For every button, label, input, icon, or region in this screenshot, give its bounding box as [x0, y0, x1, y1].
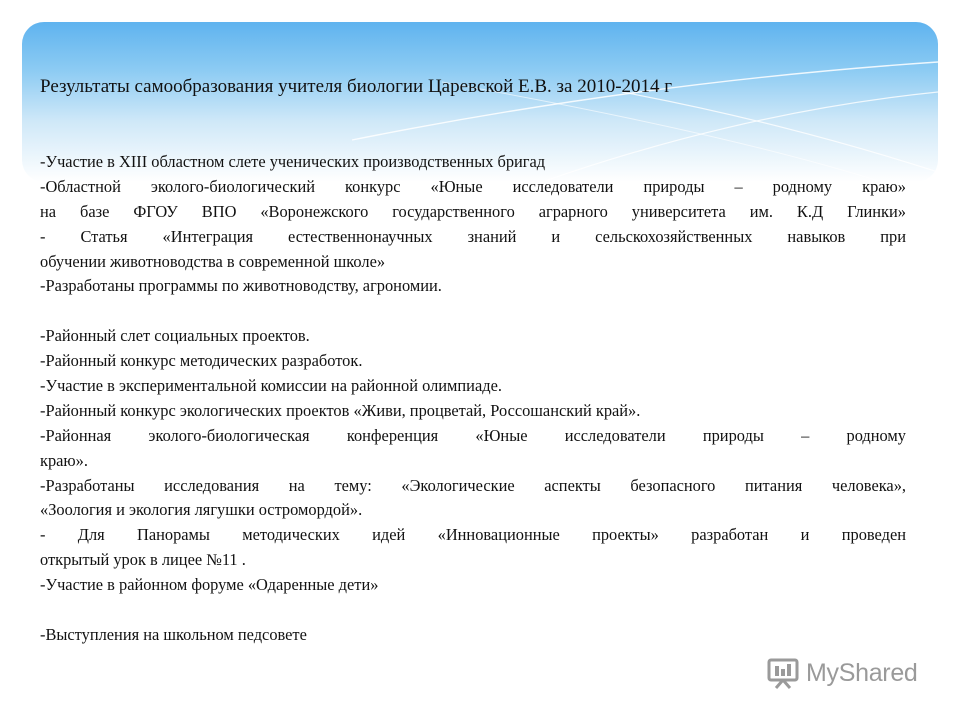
body-line: -Выступления на школьном педсовете: [40, 624, 307, 644]
body-line: -Районный конкурс методических разработок.: [40, 351, 363, 371]
body-line: обучении животноводства в современной школе»: [40, 251, 386, 271]
watermark-logo: [766, 656, 918, 690]
blank-line: [40, 598, 906, 623]
presentation-board-icon: [766, 656, 800, 690]
body-line: -Участие в районном форуме «Одаренные дети»: [40, 575, 379, 595]
body-line: -Районный конкурс экологических проектов «Живи, процветай, Россошанский край».: [40, 400, 641, 420]
body-line: -Районный слет социальных проектов.: [40, 326, 310, 346]
blank-line: [40, 299, 906, 324]
body-line: -Областной эколого-биологический конкурс «Юные исследователи природы – родному краю»: [40, 176, 906, 196]
body-line: - Статья «Интеграция естественнонаучных знаний и сельскохозяйственных навыков при: [40, 226, 906, 246]
body-line: -Участие в экспериментальной комиссии на районной олимпиаде.: [40, 376, 502, 396]
body-line: -Районная эколого-биологическая конференция «Юные исследователи природы – родному: [40, 425, 906, 445]
slide-body: [40, 150, 906, 648]
body-line: на базе ФГОУ ВПО «Воронежского государственного аграрного университета им. К.Д Глинки»: [40, 201, 906, 221]
body-line: -Разработаны исследования на тему: «Экологические аспекты безопасного питания человека»,: [40, 475, 906, 495]
body-line: краю».: [40, 450, 88, 470]
body-line: -Разработаны программы по животноводству, агрономии.: [40, 276, 442, 296]
body-line: «Зоология и экология лягушки остромордой».: [40, 500, 363, 520]
slide-title: Результаты самообразования учителя биологии Царевской Е.В. за 2010-2014 г: [40, 76, 673, 97]
body-line: - Для Панорамы методических идей «Инновационные проекты» разработан и проведен: [40, 525, 906, 545]
watermark-text: MyShared: [806, 658, 918, 687]
body-line: открытый урок в лицее №11 .: [40, 550, 246, 570]
body-line: -Участие в XIII областном слете ученических производственных бригад: [40, 152, 546, 171]
